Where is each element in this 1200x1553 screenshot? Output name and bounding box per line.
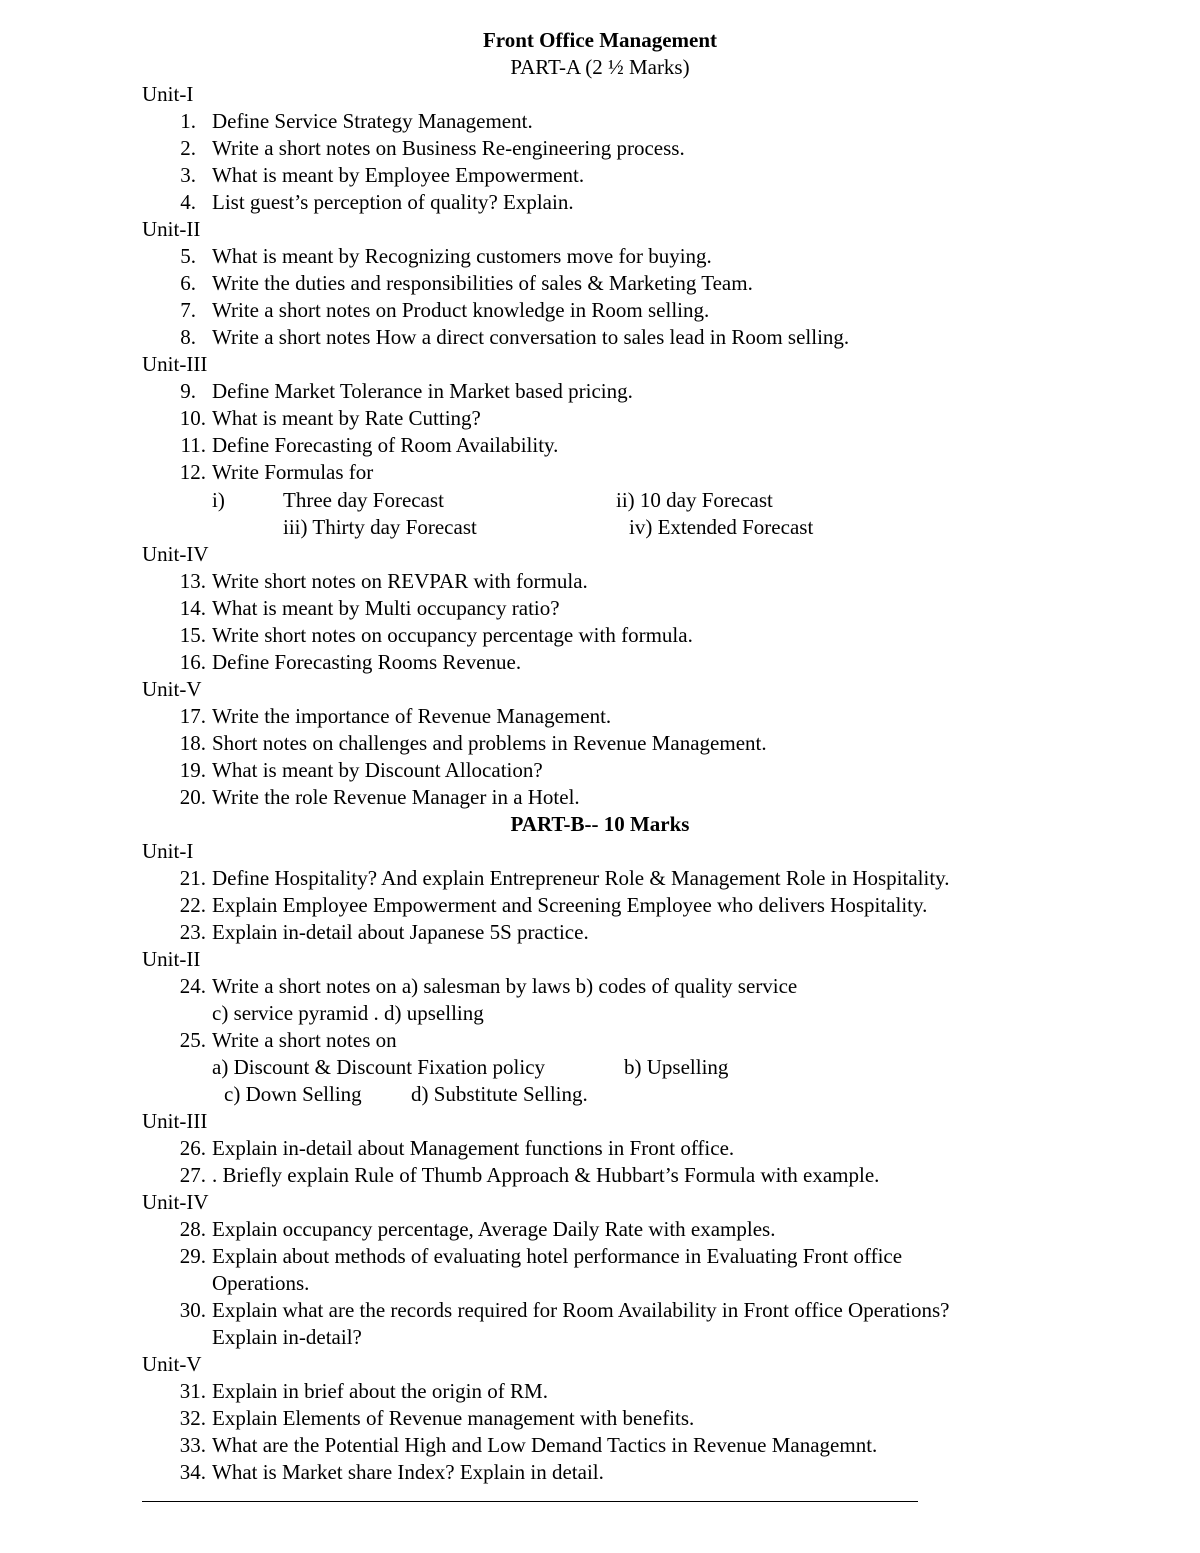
question-text: Write a short notes on a) salesman by laws b) codes of quality service <box>212 974 798 998</box>
subitem-upselling: b) Upselling <box>624 1055 729 1079</box>
question-text: What is meant by Rate Cutting? <box>212 406 481 430</box>
question-number: 4. <box>180 190 196 214</box>
question-number: 22. <box>179 893 206 917</box>
question-text: Define Market Tolerance in Market based pricing. <box>212 379 633 403</box>
question-number: 14. <box>179 596 206 620</box>
question-number: 32. <box>179 1406 206 1430</box>
formula-thirty-day: iii) Thirty day Forecast <box>283 515 477 539</box>
question-text: Explain in-detail about Management functions in Front office. <box>212 1136 735 1160</box>
question-number: 10. <box>179 406 206 430</box>
question-text: Define Forecasting of Room Availability. <box>212 433 559 457</box>
question-continuation: c) service pyramid . d) upselling <box>212 1001 484 1025</box>
question-text: Explain Elements of Revenue management with benefits. <box>212 1406 695 1430</box>
question-text: What is meant by Recognizing customers move for buying. <box>212 244 712 268</box>
question-number: 1. <box>180 109 196 133</box>
question-number: 7. <box>180 298 196 322</box>
bottom-divider <box>142 1501 918 1502</box>
question-text: Explain occupancy percentage, Average Daily Rate with examples. <box>212 1217 776 1241</box>
question-number: 33. <box>179 1433 206 1457</box>
question-number: 28. <box>179 1217 206 1241</box>
question-continuation: Explain in-detail? <box>212 1325 362 1349</box>
question-text: Write the duties and responsibilities of sales & Marketing Team. <box>212 271 753 295</box>
question-text: Explain what are the records required for Room Availability in Front office Operations? <box>212 1298 950 1322</box>
question-text: What is meant by Multi occupancy ratio? <box>212 596 560 620</box>
formula-label-i: i) <box>212 488 225 512</box>
question-text: What is meant by Discount Allocation? <box>212 758 543 782</box>
question-text: Explain about methods of evaluating hotel performance in Evaluating Front office <box>212 1244 903 1268</box>
question-text: What is Market share Index? Explain in detail. <box>212 1460 604 1484</box>
question-number: 8. <box>180 325 196 349</box>
question-text: Define Forecasting Rooms Revenue. <box>212 650 522 674</box>
subitem-down-selling: c) Down Selling <box>224 1082 362 1106</box>
question-text: . Briefly explain Rule of Thumb Approach & Hubbart’s Formula with example. <box>212 1163 880 1187</box>
unit-heading: Unit-V <box>142 677 202 701</box>
question-number: 15. <box>179 623 206 647</box>
question-text: Write the importance of Revenue Management. <box>212 704 612 728</box>
question-number: 9. <box>180 379 196 403</box>
question-number: 26. <box>179 1136 206 1160</box>
question-text: What are the Potential High and Low Demand Tactics in Revenue Managemnt. <box>212 1433 878 1457</box>
part-b-heading: PART-B-- 10 Marks <box>510 812 690 836</box>
question-number: 3. <box>180 163 196 187</box>
question-text: Define Service Strategy Management. <box>212 109 533 133</box>
document-title: Front Office Management <box>482 28 718 52</box>
unit-heading: Unit-III <box>142 1109 208 1133</box>
question-text: Explain in brief about the origin of RM. <box>212 1379 548 1403</box>
question-number: 30. <box>179 1298 206 1322</box>
question-continuation: Operations. <box>212 1271 310 1295</box>
question-number: 24. <box>179 974 206 998</box>
question-number: 23. <box>179 920 206 944</box>
question-number: 19. <box>179 758 206 782</box>
unit-heading: Unit-IV <box>142 542 209 566</box>
question-text: Write a short notes How a direct conversation to sales lead in Room selling. <box>212 325 850 349</box>
question-text: List guest’s perception of quality? Explain. <box>212 190 574 214</box>
unit-heading: Unit-III <box>142 352 208 376</box>
question-text: Define Hospitality? And explain Entrepreneur Role & Management Role in Hospitality. <box>212 866 950 890</box>
question-number: 16. <box>179 650 206 674</box>
unit-heading: Unit-II <box>142 947 201 971</box>
question-text: Write a short notes on Business Re-engineering process. <box>212 136 685 160</box>
question-text: Write a short notes on Product knowledge in Room selling. <box>212 298 710 322</box>
unit-heading: Unit-II <box>142 217 201 241</box>
question-number: 6. <box>180 271 196 295</box>
question-number: 34. <box>179 1460 206 1484</box>
question-number: 11. <box>180 433 206 457</box>
subitem-discount: a) Discount & Discount Fixation policy <box>212 1055 546 1079</box>
unit-heading: Unit-V <box>142 1352 202 1376</box>
question-text: Short notes on challenges and problems in Revenue Management. <box>212 731 767 755</box>
question-text: What is meant by Employee Empowerment. <box>212 163 585 187</box>
question-number: 18. <box>179 731 206 755</box>
question-text: Write a short notes on <box>212 1028 397 1052</box>
question-number: 13. <box>179 569 206 593</box>
formula-ten-day: ii) 10 day Forecast <box>616 488 773 512</box>
question-number: 27. <box>179 1163 206 1187</box>
question-text: Write Formulas for <box>212 460 374 484</box>
question-number: 25. <box>179 1028 206 1052</box>
question-text: Write the role Revenue Manager in a Hotel. <box>212 785 580 809</box>
subitem-substitute-selling: d) Substitute Selling. <box>411 1082 588 1106</box>
question-text: Explain in-detail about Japanese 5S practice. <box>212 920 589 944</box>
question-number: 12. <box>179 460 206 484</box>
question-number: 29. <box>179 1244 206 1268</box>
question-number: 2. <box>180 136 196 160</box>
question-number: 5. <box>180 244 196 268</box>
question-text: Write short notes on REVPAR with formula. <box>212 569 588 593</box>
question-text: Write short notes on occupancy percentage with formula. <box>212 623 693 647</box>
question-number: 20. <box>179 785 206 809</box>
question-text: Explain Employee Empowerment and Screening Employee who delivers Hospitality. <box>212 893 928 917</box>
formula-three-day: Three day Forecast <box>283 488 444 512</box>
unit-heading: Unit-IV <box>142 1190 209 1214</box>
part-a-heading: PART-A (2 ½ Marks) <box>510 55 690 79</box>
formula-extended: iv) Extended Forecast <box>629 515 814 539</box>
unit-heading: Unit-I <box>142 839 194 863</box>
question-number: 17. <box>179 704 206 728</box>
question-number: 21. <box>179 866 206 890</box>
unit-heading: Unit-I <box>142 82 194 106</box>
question-number: 31. <box>179 1379 206 1403</box>
